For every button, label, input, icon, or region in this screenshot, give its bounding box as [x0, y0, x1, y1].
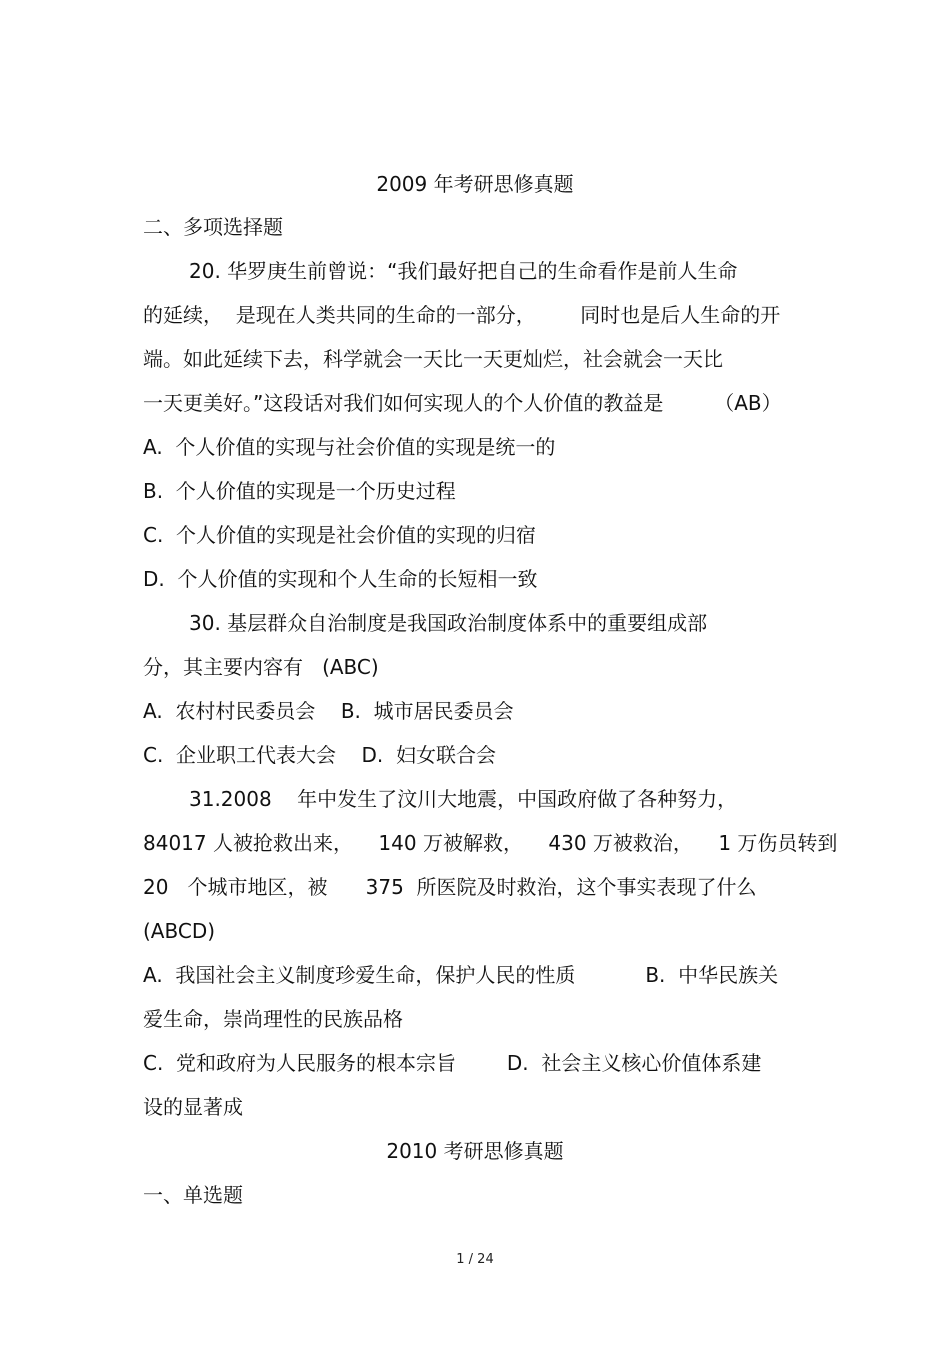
question-31-line-1: 31.2008 年中发生了汶川大地震，中国政府做了各种努力， [189, 787, 738, 811]
question-20-option-d: D. 个人价值的实现和个人生命的长短相一致 [143, 567, 538, 591]
question-31-line-3: 20 个城市地区，被 375 所医院及时救治，这个事实表现了什么 [143, 875, 757, 899]
section-heading-single-choice: 一、单选题 [143, 1183, 243, 1207]
question-31-option-ab-line-2: 爱生命，崇尚理性的民族品格 [143, 1007, 403, 1031]
question-20-option-a: A. 个人价值的实现与社会价值的实现是统一的 [143, 435, 556, 459]
question-31-option-cd-line-1: C. 党和政府为人民服务的根本宗旨 D. 社会主义核心价值体系建 [143, 1051, 762, 1075]
question-20-line-4: 一天更美好。”这段话对我们如何实现人的个人价值的教益是 （AB） [143, 391, 782, 415]
question-30-options-ab: A. 农村村民委员会 B. 城市居民委员会 [143, 699, 514, 723]
question-31-option-ab-line-1: A. 我国社会主义制度珍爱生命，保护人民的性质 B. 中华民族关 [143, 963, 779, 987]
question-31-line-2: 84017 人被抢救出来， 140 万被解救， 430 万被救治， 1 万伤员转到 [143, 831, 838, 855]
section-heading-multiple-choice: 二、多项选择题 [143, 215, 283, 239]
page-number: 1 / 24 [456, 1252, 494, 1267]
question-31-line-4: (ABCD) [143, 919, 216, 943]
question-20-option-c: C. 个人价值的实现是社会价值的实现的归宿 [143, 523, 537, 547]
question-30-line-1: 30. 基层群众自治制度是我国政治制度体系中的重要组成部 [189, 611, 708, 635]
question-20-line-3: 端。如此延续下去，科学就会一天比一天更灿烂，社会就会一天比 [143, 347, 723, 371]
title-2009: 2009 年考研思修真题 [376, 172, 574, 196]
title-2010: 2010 考研思修真题 [386, 1139, 564, 1163]
question-20-line-1: 20. 华罗庚生前曾说：“我们最好把自己的生命看作是前人生命 [189, 259, 738, 283]
question-30-line-2: 分，其主要内容有 (ABC) [143, 655, 379, 679]
question-31-option-cd-line-2: 设的显著成 [143, 1095, 243, 1119]
question-20-option-b: B. 个人价值的实现是一个历史过程 [143, 479, 456, 503]
question-20-line-2: 的延续， 是现在人类共同的生命的一部分， 同时也是后人生命的开 [143, 303, 781, 327]
question-30-options-cd: C. 企业职工代表大会 D. 妇女联合会 [143, 743, 496, 767]
